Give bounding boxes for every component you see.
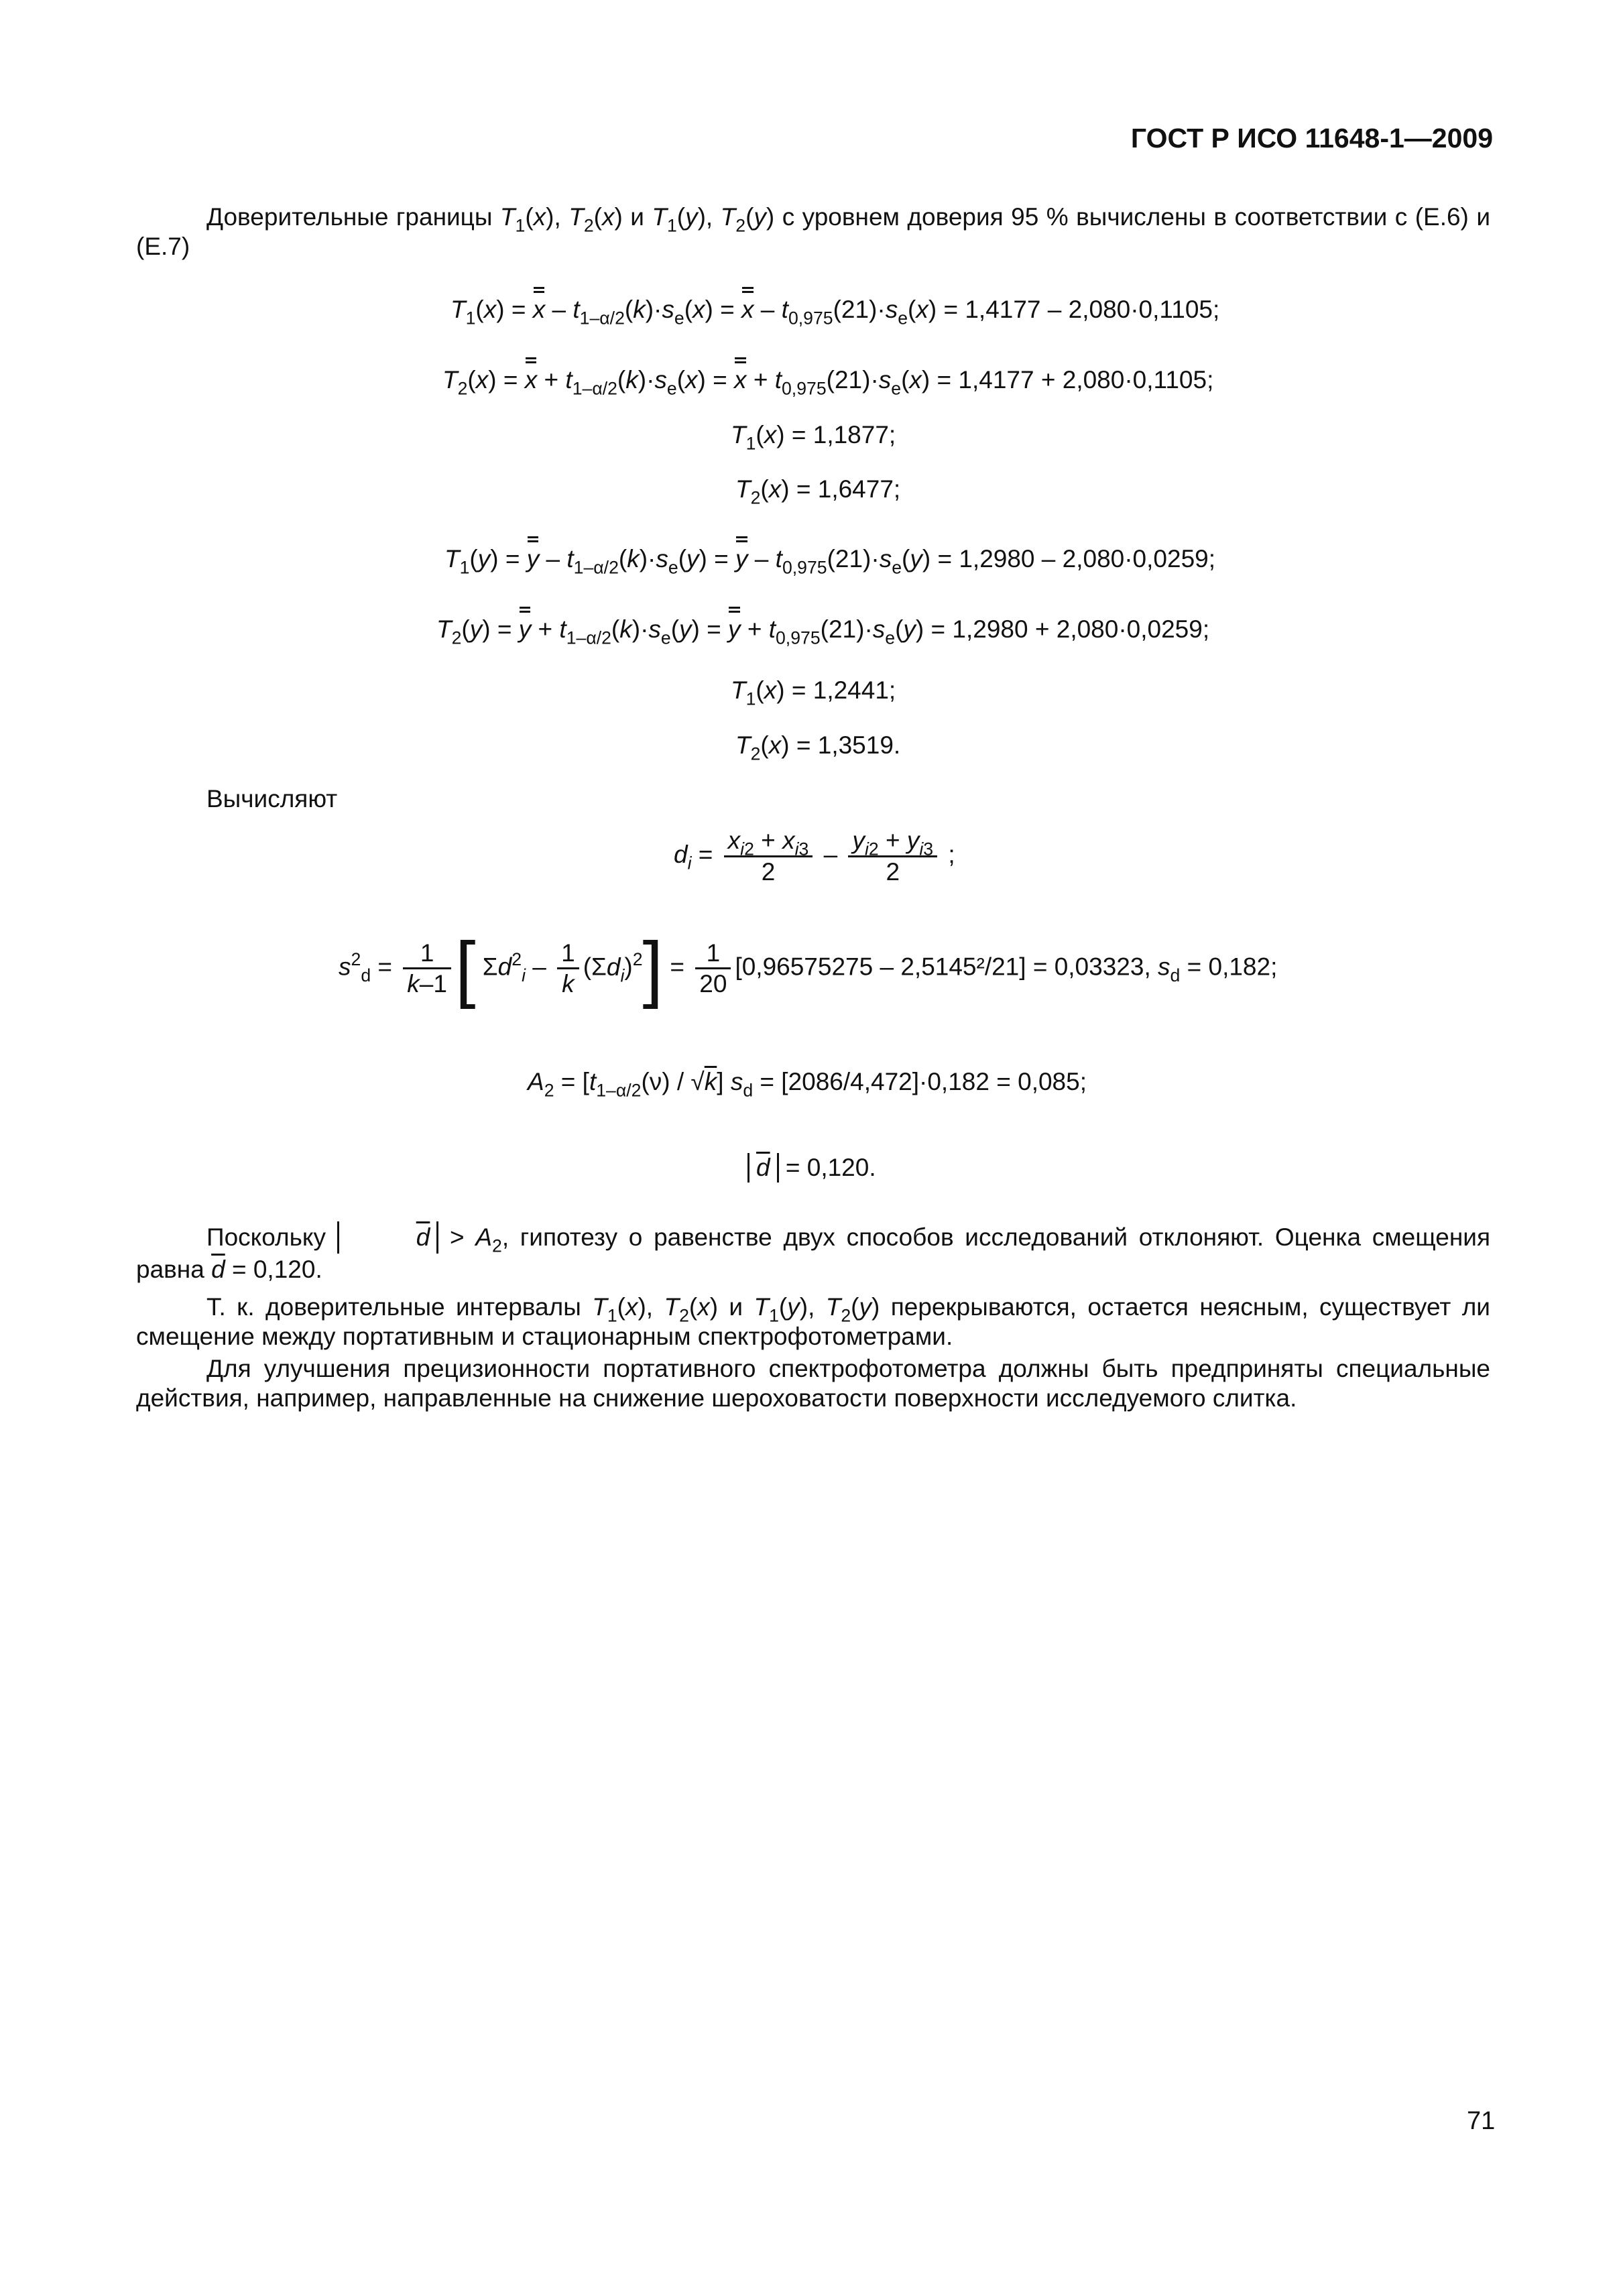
document-header: ГОСТ Р ИСО 11648-1—2009 bbox=[1130, 123, 1493, 154]
d-abs-value: = 0,120. bbox=[778, 1154, 876, 1181]
equation-t1x-value: $T_1(x) = 1,1877$; bbox=[731, 421, 896, 454]
t1x-value: = 1,1877; bbox=[784, 421, 896, 448]
para2-text-b: , гипотезу о равенстве двух способов исследований отклоняют. Оценка смещения равна bbox=[136, 1223, 1490, 1284]
intro-text-a: Доверительные границы bbox=[206, 203, 500, 231]
page-number: 71 bbox=[1467, 2107, 1496, 2135]
para2-text-c: = 0,120. bbox=[225, 1256, 322, 1284]
para2-text-a: Поскольку bbox=[206, 1223, 337, 1251]
intro-text-b: с уровнем доверия 95 % вычислены в соответствии с (Е.6) и (Е.7) bbox=[136, 203, 1490, 260]
equation-t2y-value: $T_2(x) = 1,3519$. bbox=[735, 731, 901, 764]
t2y-rhs: = 1,2980 + 2,080·0,0259; bbox=[924, 615, 1210, 643]
bias-paragraph: Т. к. доверительные интервалы $T_1(x)$, $T_2(x)$ и $T_1(y)$, $T_2(y)$ перекрываются, остается неясным, существует ли смещение между портативным и стационарным спектрофотометрами. bbox=[136, 1293, 1490, 1350]
t1y-rhs: = 1,2980 – 2,080·0,0259; bbox=[930, 545, 1216, 572]
equation-t2x: $T_2(x) = x + t_{1-\alpha/2}(k)\cdot s_e(x) = x + t_{0,975}(21)\cdot s_e(x) = 1,4177 + 2,080\cdot 0,1105$; bbox=[442, 366, 1214, 399]
equation-t1x: $T_1(x) = x - t_{1-\alpha/2}(k)\cdot s_e(x) = x - t_{0,975}(21)\cdot s_e(x) = 1,4177 - 2,080\cdot 0,1105$; bbox=[450, 296, 1220, 328]
equation-t2x-value: $T_2(x) = 1,6477$; bbox=[735, 475, 901, 508]
t1x-rhs: = 1,4177 – 2,080·0,1105; bbox=[937, 296, 1220, 323]
a2-rhs: = [2086/4,472]·0,182 = 0,085; bbox=[753, 1068, 1087, 1095]
precision-paragraph: Для улучшения прецизионности портативного спектрофотометра должны быть предприняты специальные действия, например, направленные на снижение шероховатости поверхности исследуемого слитка. bbox=[136, 1355, 1490, 1412]
para3-text-a: Т. к. доверительные интервалы bbox=[206, 1293, 593, 1321]
para3-text-b: перекрываются, остается неясным, существует ли смещение между портативным и стационарным спектрофотометрами. bbox=[136, 1293, 1490, 1350]
equation-di: $d_i$ = $\frac{x_{i2} + x_{i3}}{2}$ – $\frac{y_{i2} + y_{i3}}{2}$ ; bbox=[674, 827, 955, 886]
t2x-value: = 1,6477; bbox=[789, 475, 901, 503]
t2y-value: = 1,3519. bbox=[789, 731, 901, 759]
equation-t2y: $T_2(y) = y + t_{1-\alpha/2}(k)\cdot s_e(y) = y + t_{0,975}(21)\cdot s_e(y) = 1,2980 + 2,080\cdot 0,0259$; bbox=[436, 615, 1210, 648]
t1y-value: = 1,2441; bbox=[784, 676, 896, 704]
sd-bracket-expression: [0,96575275 – 2,5145²/21] = 0,03323, bbox=[735, 953, 1158, 981]
sd-value: = 0,182; bbox=[1180, 953, 1278, 981]
equation-t1y: $T_1(y) = y - t_{1-\alpha/2}(k)\cdot s_e(y) = y - t_{0,975}(21)\cdot s_e(y) = 1,2980 - 2,080\cdot 0,0259$; bbox=[444, 545, 1216, 578]
equation-d-abs: $\overline{d} = 0,120$. bbox=[747, 1153, 876, 1183]
intro-paragraph: Доверительные границы $T_1(x)$, $T_2(x)$ и $T_1(y)$, $T_2(y)$ с уровнем доверия 95 % вычислены в соответствии с (Е.6) и (Е.7) bbox=[136, 203, 1490, 260]
t2x-rhs: = 1,4177 + 2,080·0,1105; bbox=[930, 366, 1214, 394]
equation-t1y-value: $T_1(x) = 1,2441$; bbox=[731, 676, 896, 709]
conclusion-paragraph: Поскольку $\overline{d} > A_2$, гипотезу о равенстве двух способов исследований отклоняют. Оценка смещения равна $\overline{d} = 0,120$. bbox=[136, 1221, 1490, 1286]
equation-sd: $s^2_d$ = $\frac{1}{k-1}$ [ $\Sigma d^2_i$ – $\frac{1}{k}$ $(\Sigma d_i)^2$] = $\frac{1}{20}$ [0,96575275 – 2,5145²/21] = 0,03323, $s_d = 0,182$; bbox=[339, 927, 1278, 1010]
equation-a2: $A_2 = [t_{1-\alpha/2}(\nu) / √k] s_d = [2086/4,472]\cdot 0,182 = 0,085$; bbox=[528, 1068, 1087, 1101]
compute-label: Вычисляют bbox=[206, 785, 338, 812]
